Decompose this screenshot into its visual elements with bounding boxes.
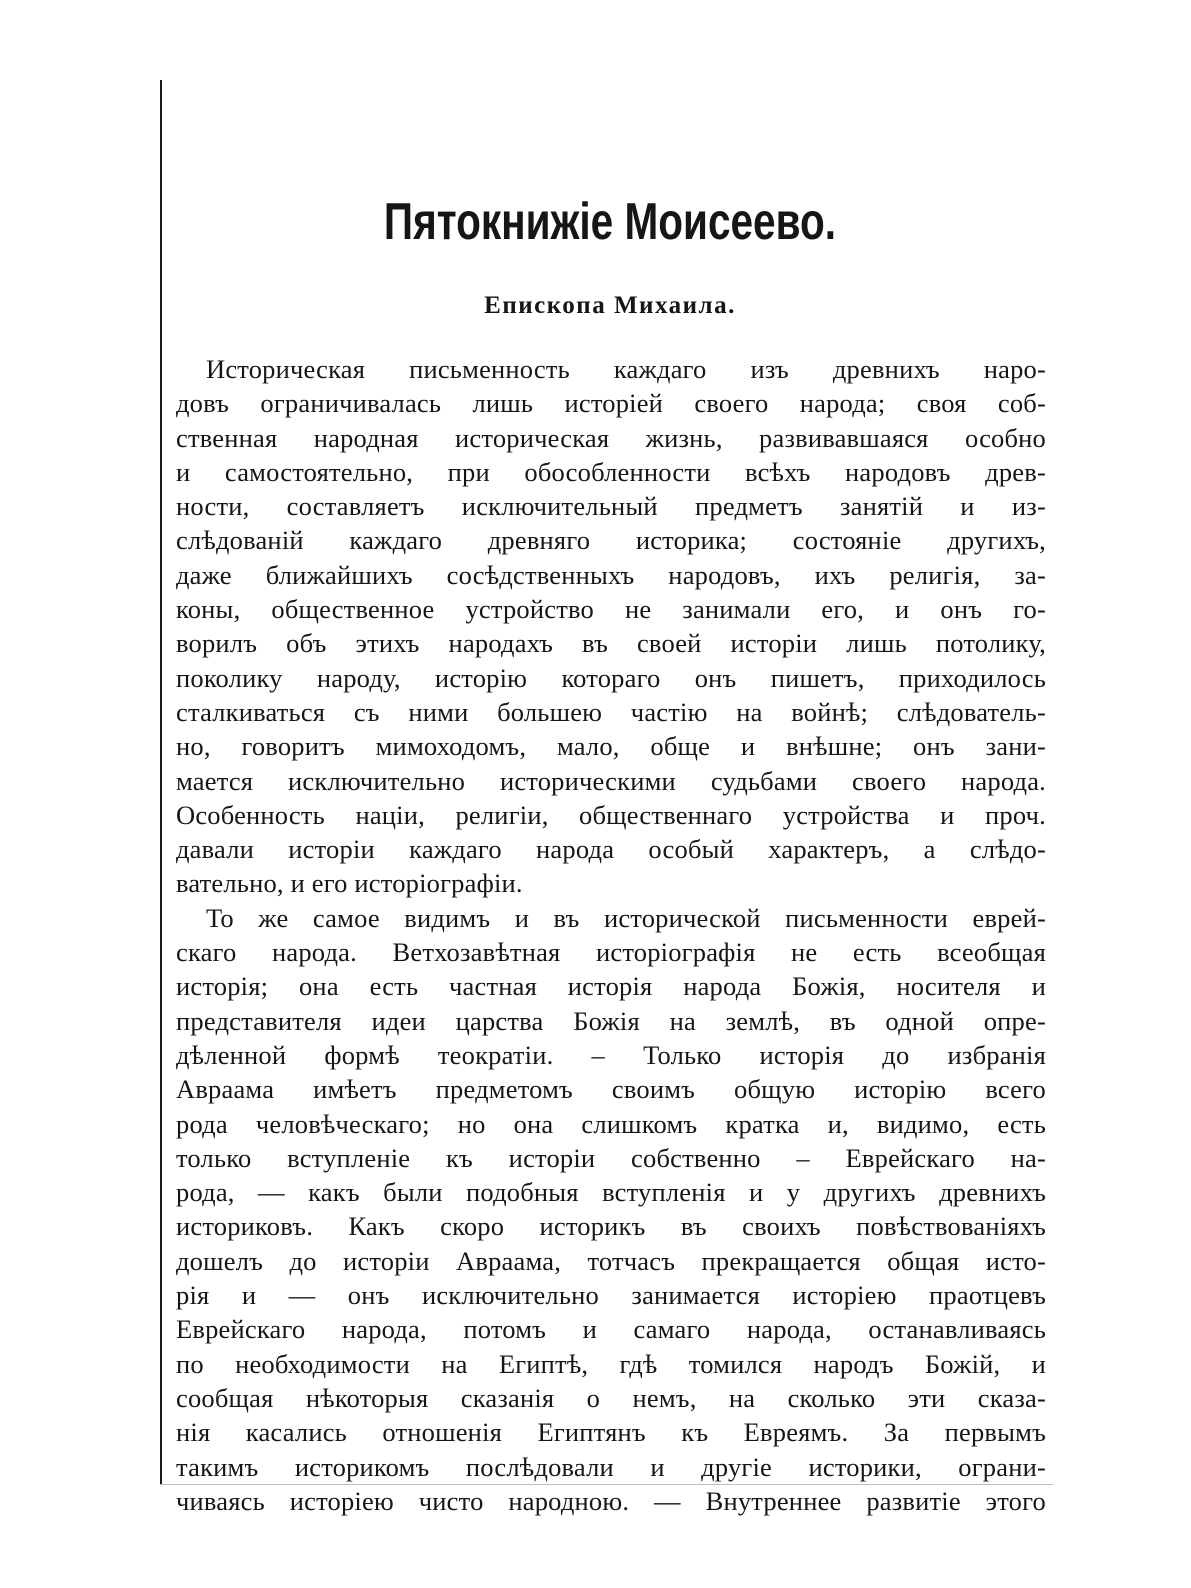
text-line: коны, общественное устройство не занимали его, и онъ го- <box>176 594 1046 625</box>
text-line: Еврейскаго народа, потомъ и самаго народа, останавливаясь <box>176 1314 1046 1345</box>
text-line: То же самое видимъ и въ исторической письменности еврей- <box>206 902 1046 933</box>
text-line: рода человѣческаго; но она слишкомъ кратка и, видимо, есть <box>176 1108 1046 1139</box>
text-line: слѣдованій каждаго древняго историка; состояніе другихъ, <box>176 525 1046 556</box>
text-line: мается исключительно историческими судьбами своего народа. <box>176 765 1046 796</box>
text-line: представителя идеи царства Божія на землѣ, въ одной опре- <box>176 1005 1046 1036</box>
text-line: дѣленной формѣ теократіи. – Только исторія до избранія <box>176 1039 1046 1070</box>
text-line: только вступленіе къ исторіи собственно – Еврейскаго на- <box>176 1142 1046 1173</box>
text-line: вательно, и его исторіографіи. <box>176 868 523 899</box>
text-line: Особенность націи, религіи, общественнаго устройства и проч. <box>176 799 1046 830</box>
text-line: такимъ историкомъ послѣдовали и другіе историки, ограни- <box>176 1451 1046 1482</box>
text-line: сталкиваться съ ними большею частію на войнѣ; слѣдователь- <box>176 696 1046 727</box>
text-line: сообщая нѣкоторыя сказанія о немъ, на сколько эти сказа- <box>176 1382 1046 1413</box>
text-line: чиваясь исторіею чисто народною. — Внутреннее развитіе этого <box>176 1485 1046 1516</box>
text-line: но, говоритъ мимоходомъ, мало, обще и внѣшне; онъ зани- <box>176 731 1046 762</box>
text-line: ности, составляетъ исключительный предметъ занятій и из- <box>176 491 1046 522</box>
text-line: довъ ограничивалась лишь исторіей своего народа; своя соб- <box>176 388 1046 419</box>
text-line: даже ближайшихъ сосѣдственныхъ народовъ, ихъ религія, за- <box>176 559 1046 590</box>
text-line: давали исторіи каждаго народа особый характеръ, а слѣдо- <box>176 834 1046 865</box>
text-line: нія касались отношенія Египтянъ къ Евреямъ. За первымъ <box>176 1417 1046 1448</box>
body-text <box>176 352 1046 1518</box>
text-line: рода, — какъ были подобныя вступленія и у другихъ древнихъ <box>176 1177 1046 1208</box>
left-margin-rule <box>160 80 162 1485</box>
text-line: историковъ. Какъ скоро историкъ въ своихъ повѣствованіяхъ <box>176 1211 1046 1242</box>
text-line: дошелъ до исторіи Авраама, тотчасъ прекращается общая исто- <box>176 1245 1046 1276</box>
text-line: исторія; она есть частная исторія народа Божія, носителя и <box>176 971 1046 1002</box>
page-title: Пятокнижіе Моисеево. <box>383 193 837 251</box>
text-line: рія и — онъ исключительно занимается исторіею праотцевъ <box>176 1280 1046 1311</box>
text-line: скаго народа. Ветхозавѣтная исторіографія не есть всеобщая <box>176 937 1046 968</box>
text-line: и самостоятельно, при обособленности всѣхъ народовъ древ- <box>176 456 1046 487</box>
author-subtitle: Епископа Михаила. <box>484 292 736 319</box>
text-line: ворилъ объ этихъ народахъ въ своей исторіи лишь потолику, <box>176 628 1046 659</box>
text-line: ственная народная историческая жизнь, развивавшаяся особно <box>176 422 1046 453</box>
text-line: поколику народу, исторію котораго онъ пишетъ, приходилось <box>176 662 1046 693</box>
text-line: Авраама имѣетъ предметомъ своимъ общую исторію всего <box>176 1074 1046 1105</box>
text-line: по необходимости на Египтѣ, гдѣ томился народъ Божій, и <box>176 1348 1046 1379</box>
text-line: Историческая письменность каждаго изъ древнихъ наро- <box>206 354 1046 384</box>
